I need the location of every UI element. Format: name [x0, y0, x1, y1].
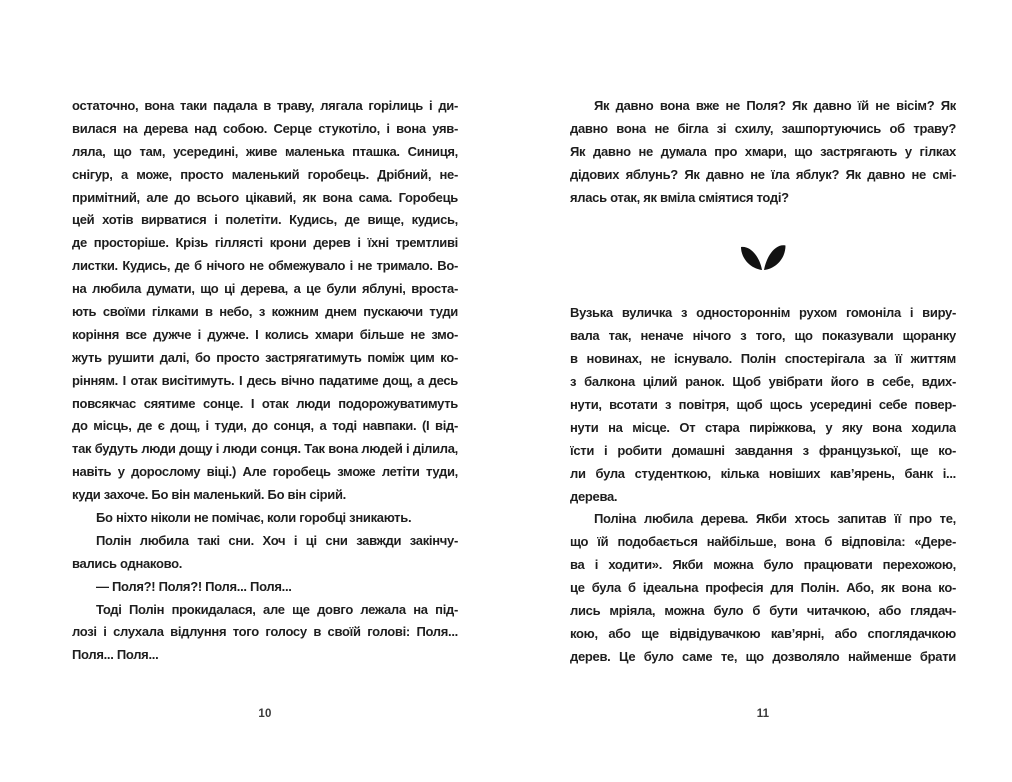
text-line: нути на місце. От стара пиріжкова, у яку вона ходила [570, 419, 956, 435]
text-line: Поля... Поля... [72, 647, 159, 663]
text-line: в новинах, не існувало. Полін спостерігала за її життям [570, 351, 956, 367]
text-line: дідових яблунь? Як давно не їла яблук? Як давно не смі- [570, 166, 956, 182]
text-line: лозі і слухала відлуння того голосу в своїй голові: Поля... [72, 624, 458, 640]
page-right-text-block [570, 95, 956, 669]
text-line: ялась отак, як вміла сміятися тоді? [570, 189, 789, 205]
text-line: лись мріяла, можна було б бути читачкою, або глядач- [570, 603, 956, 619]
text-line: Полін любила такі сни. Хоч і ці сни завжди закінчу- [96, 532, 458, 548]
page-number-right: 11 [756, 708, 770, 720]
text-line: їсти і робити домашні завдання з французької, ще ко- [570, 442, 956, 458]
page-number-left: 10 [258, 708, 272, 720]
text-line: остаточно, вона таки падала в траву, лягала горілиць і ди- [72, 98, 458, 113]
section-divider [570, 209, 956, 302]
text-line: з балкона цілий ранок. Щоб увібрати його в себе, вдих- [570, 374, 956, 390]
text-line: до місць, де є дощ, і туди, до сонця, а тоді навпаки. (І від- [72, 418, 458, 434]
text-line: рінням. І отак висітимуть. І десь вічно падатиме дощ, а десь [72, 372, 458, 388]
text-line: давно вона не бігла зі схилу, зашпортуючись об траву? [570, 120, 956, 136]
text-line: — Поля?! Поля?! Поля... Поля... [96, 578, 292, 594]
text-line: примітний, але до всього цікавий, як вона сама. Горобець [72, 189, 458, 205]
page-left-text-block [72, 95, 458, 667]
text-line: Як давно вона вже не Поля? Як давно їй не вісім? Як [594, 98, 956, 113]
text-line: Вузька вуличка з одностороннім рухом гомоніла і виру- [570, 305, 956, 321]
text-line: це була б ідеальна професія для Полін. Або, як вона ко- [570, 580, 956, 596]
text-line: вала так, неначе нічого з того, що показували щоранку [570, 328, 956, 344]
text-line: снігур, а може, просто маленький горобець. Дрібний, не- [72, 166, 458, 182]
text-line: Тоді Полін прокидалася, але ще довго лежала на під- [96, 601, 458, 617]
text-line: де просторіше. Крізь гіллясті крони дерев і їхні тремтливі [72, 235, 458, 251]
text-line: дерева. [570, 488, 618, 504]
text-line: нути, всотати з повітря, щоб щось усередині себе повер- [570, 397, 956, 413]
text-line: на любила думати, що ці дерева, а це були яблуні, вроста- [72, 281, 458, 297]
text-line: ють своїми гілками в небо, з кожним днем пускаючи туди [72, 304, 458, 320]
page-right-section-2 [570, 302, 956, 668]
text-line: що їй подобається найбільше, вона б відповіла: «Дере- [570, 534, 956, 550]
text-line: повсякчас сяятиме сонце. І отак люди подорожуватимуть [72, 395, 458, 411]
text-line: дерев. Це було саме те, що дозволяло найменше брати [570, 648, 956, 664]
page-right-section-1 [570, 95, 956, 209]
text-line: вилася на дерева над собою. Серце стукотіло, і вона уяв- [72, 120, 458, 136]
text-line: коріння все дужче і дужче. І колись хмари більше не змо- [72, 326, 458, 342]
text-line: ли була студенткою, кілька новіших кав’ярень, банк і... [570, 465, 956, 481]
text-line: цей хотів вирватися і полетіти. Кудись, де вище, кудись, [72, 212, 458, 228]
text-line: вались однаково. [72, 555, 183, 571]
text-line: Як давно не думала про хмари, що застрягають у гілках [570, 143, 956, 159]
text-line: листки. Кудись, де б нічого не обмежувало і не тримало. Во- [72, 258, 458, 274]
text-line: кою, або ще відвідувачкою кав’ярні, або споглядачкою [570, 625, 956, 641]
text-line: навіть у дорослому віці.) Але горобець зможе летіти туди, [72, 464, 458, 480]
text-line: так будуть люди дощу і люди сонця. Так вона людей і ділила, [72, 441, 458, 457]
text-line: Бо ніхто ніколи не помічає, коли горобці зникають. [96, 510, 412, 526]
text-line: жуть рушити далі, бо просто застрягатимуть поміж цим ко- [72, 349, 458, 365]
text-line: куди захоче. Бо він маленький. Бо він сірий. [72, 487, 346, 503]
text-line: Поліна любила дерева. Якби хтось запитав її про те, [594, 511, 956, 527]
text-line: ляла, що там, усередині, живе маленька пташка. Синиця, [72, 143, 458, 159]
text-line: ва і ходити». Якби можна було працювати перехожою, [570, 557, 956, 573]
two-leaves-divider-icon [739, 239, 787, 273]
